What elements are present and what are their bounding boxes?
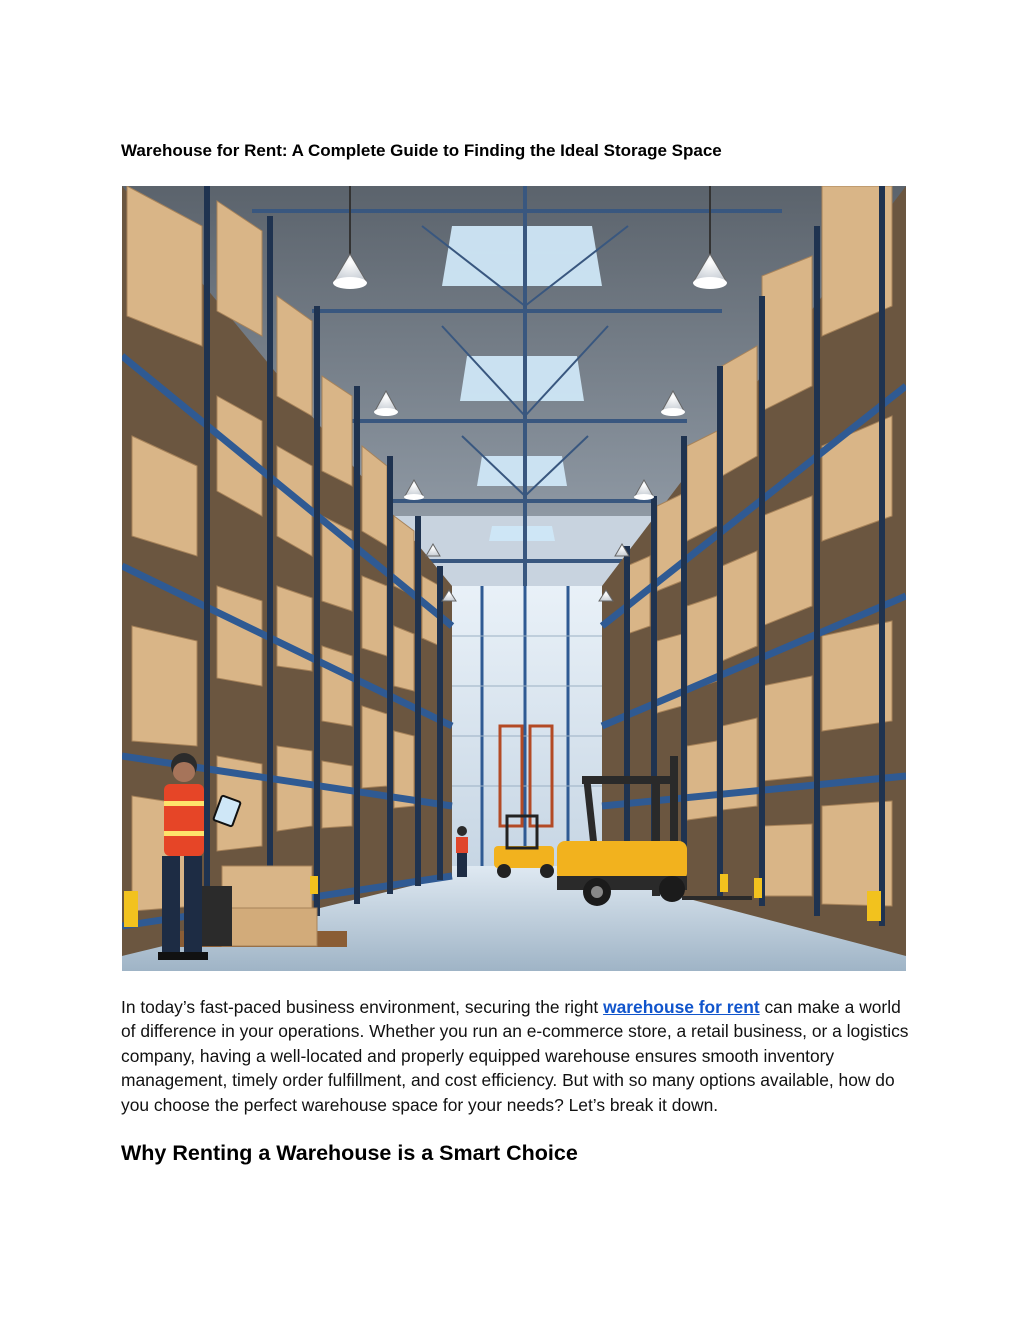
warehouse-interior-image xyxy=(122,186,906,971)
intro-text-after-link: can make a world of difference in your operations. Whether you run an e-commerce store, a retail business, or a logistics company, having a well-located and properly equipped warehouse ensures smooth inventory management, timely order fulfillment, and cost efficiency. But with so many options available, how do you choose the perfect warehouse space for your needs? Let’s break it down. xyxy=(121,997,909,1115)
intro-text-before-link: In today’s fast-paced business environment, securing the right xyxy=(121,997,604,1017)
warehouse-for-rent-link[interactable]: warehouse for rent xyxy=(603,997,760,1017)
intro-paragraph xyxy=(121,995,911,1117)
section-heading: Why Renting a Warehouse is a Smart Choice xyxy=(121,1141,578,1165)
document-title: Warehouse for Rent: A Complete Guide to Finding the Ideal Storage Space xyxy=(121,141,722,160)
